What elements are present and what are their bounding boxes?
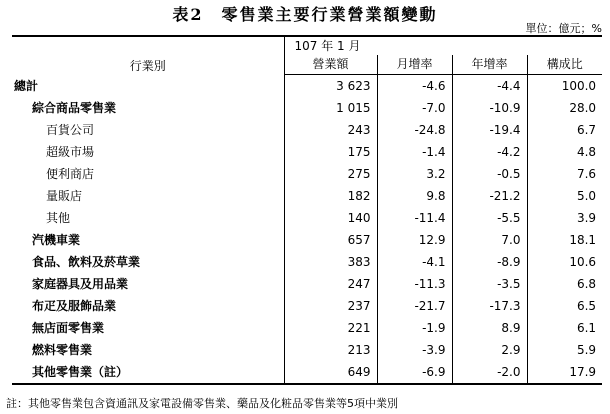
row-mom-value: 12.9 xyxy=(377,229,452,251)
row-industry-name: 食品、飲料及菸草業 xyxy=(32,255,141,269)
row-share-value: 17.9 xyxy=(527,361,602,384)
row-yoy-value: -10.9 xyxy=(452,97,527,119)
table-row xyxy=(12,207,602,229)
row-yoy-value: -5.5 xyxy=(452,207,527,229)
table-body xyxy=(12,75,602,385)
table-row xyxy=(12,339,602,361)
row-revenue-value: 182 xyxy=(284,185,377,207)
row-share-value: 10.6 xyxy=(527,251,602,273)
unit-label: 單位：億元；% xyxy=(525,22,602,35)
row-share-value: 5.9 xyxy=(527,339,602,361)
row-yoy-value: -4.4 xyxy=(452,75,527,98)
row-industry-name: 汽機車業 xyxy=(32,233,81,247)
row-revenue-value: 140 xyxy=(284,207,377,229)
row-revenue-value: 175 xyxy=(284,141,377,163)
row-industry-name: 其他 xyxy=(46,211,71,225)
table-row xyxy=(12,251,602,273)
yoy-column-header: 年增率 xyxy=(452,55,527,75)
row-mom-value: -1.9 xyxy=(377,317,452,339)
table-row xyxy=(12,97,602,119)
row-yoy-value: -0.5 xyxy=(452,163,527,185)
header-row-top xyxy=(12,36,602,55)
row-mom-value: -6.9 xyxy=(377,361,452,384)
table-row xyxy=(12,163,602,185)
period-header: 107 年 1 月 xyxy=(284,36,602,55)
row-revenue-value: 221 xyxy=(284,317,377,339)
row-mom-value: -4.1 xyxy=(377,251,452,273)
row-share-value: 4.8 xyxy=(527,141,602,163)
row-share-value: 6.1 xyxy=(527,317,602,339)
table-row xyxy=(12,141,602,163)
row-revenue-value: 237 xyxy=(284,295,377,317)
row-industry-name: 布疋及服飾品業 xyxy=(32,299,117,313)
row-industry-name: 總計 xyxy=(14,78,39,93)
row-revenue-value: 3 623 xyxy=(284,75,377,98)
table-row xyxy=(12,361,602,384)
row-share-value: 28.0 xyxy=(527,97,602,119)
table-row xyxy=(12,119,602,141)
table-row xyxy=(12,317,602,339)
row-share-value: 100.0 xyxy=(527,75,602,98)
row-mom-value: -21.7 xyxy=(377,295,452,317)
row-mom-value: -4.6 xyxy=(377,75,452,98)
share-column-header: 構成比 xyxy=(527,55,602,75)
row-yoy-value: -19.4 xyxy=(452,119,527,141)
row-yoy-value: 2.9 xyxy=(452,339,527,361)
table-row xyxy=(12,295,602,317)
revenue-column-header: 營業額 xyxy=(284,55,377,75)
row-share-value: 5.0 xyxy=(527,185,602,207)
row-share-value: 6.8 xyxy=(527,273,602,295)
row-mom-value: 3.2 xyxy=(377,163,452,185)
row-industry-name: 量販店 xyxy=(46,189,83,203)
row-revenue-value: 383 xyxy=(284,251,377,273)
row-revenue-value: 649 xyxy=(284,361,377,384)
row-industry-name: 無店面零售業 xyxy=(32,321,105,335)
row-yoy-value: -3.5 xyxy=(452,273,527,295)
table-row xyxy=(12,229,602,251)
row-yoy-value: -2.0 xyxy=(452,361,527,384)
row-mom-value: -11.3 xyxy=(377,273,452,295)
row-industry-name: 家庭器具及用品業 xyxy=(32,277,129,291)
mom-column-header: 月增率 xyxy=(377,55,452,75)
row-revenue-value: 247 xyxy=(284,273,377,295)
row-mom-value: -11.4 xyxy=(377,207,452,229)
row-yoy-value: -21.2 xyxy=(452,185,527,207)
table-row xyxy=(12,75,602,98)
row-revenue-value: 657 xyxy=(284,229,377,251)
table-row xyxy=(12,185,602,207)
row-revenue-value: 213 xyxy=(284,339,377,361)
row-share-value: 18.1 xyxy=(527,229,602,251)
row-share-value: 7.6 xyxy=(527,163,602,185)
row-share-value: 6.7 xyxy=(527,119,602,141)
row-industry-name: 百貨公司 xyxy=(46,123,95,137)
row-industry-name: 燃料零售業 xyxy=(32,343,93,357)
row-revenue-value: 275 xyxy=(284,163,377,185)
retail-revenue-table xyxy=(12,35,602,385)
row-yoy-value: -8.9 xyxy=(452,251,527,273)
row-yoy-value: 7.0 xyxy=(452,229,527,251)
row-yoy-value: -17.3 xyxy=(452,295,527,317)
table-row xyxy=(12,273,602,295)
row-revenue-value: 243 xyxy=(284,119,377,141)
row-industry-name: 超級市場 xyxy=(46,145,95,159)
row-mom-value: -24.8 xyxy=(377,119,452,141)
row-share-value: 3.9 xyxy=(527,207,602,229)
row-industry-name: 綜合商品零售業 xyxy=(32,101,117,115)
row-mom-value: -3.9 xyxy=(377,339,452,361)
row-revenue-value: 1 015 xyxy=(284,97,377,119)
row-share-value: 6.5 xyxy=(527,295,602,317)
row-industry-name: 便利商店 xyxy=(46,167,95,181)
row-mom-value: -7.0 xyxy=(377,97,452,119)
row-mom-value: 9.8 xyxy=(377,185,452,207)
footnote: 註：其他零售業包含資通訊及家電設備零售業、藥品及化粧品零售業等5項中業別 xyxy=(6,397,398,410)
row-mom-value: -1.4 xyxy=(377,141,452,163)
table-title: 表2 零售業主要行業營業額變動 xyxy=(172,5,438,24)
row-yoy-value: -4.2 xyxy=(452,141,527,163)
row-yoy-value: 8.9 xyxy=(452,317,527,339)
row-industry-name: 其他零售業（註） xyxy=(12,361,284,384)
industry-column-header: 行業別 xyxy=(12,36,284,75)
